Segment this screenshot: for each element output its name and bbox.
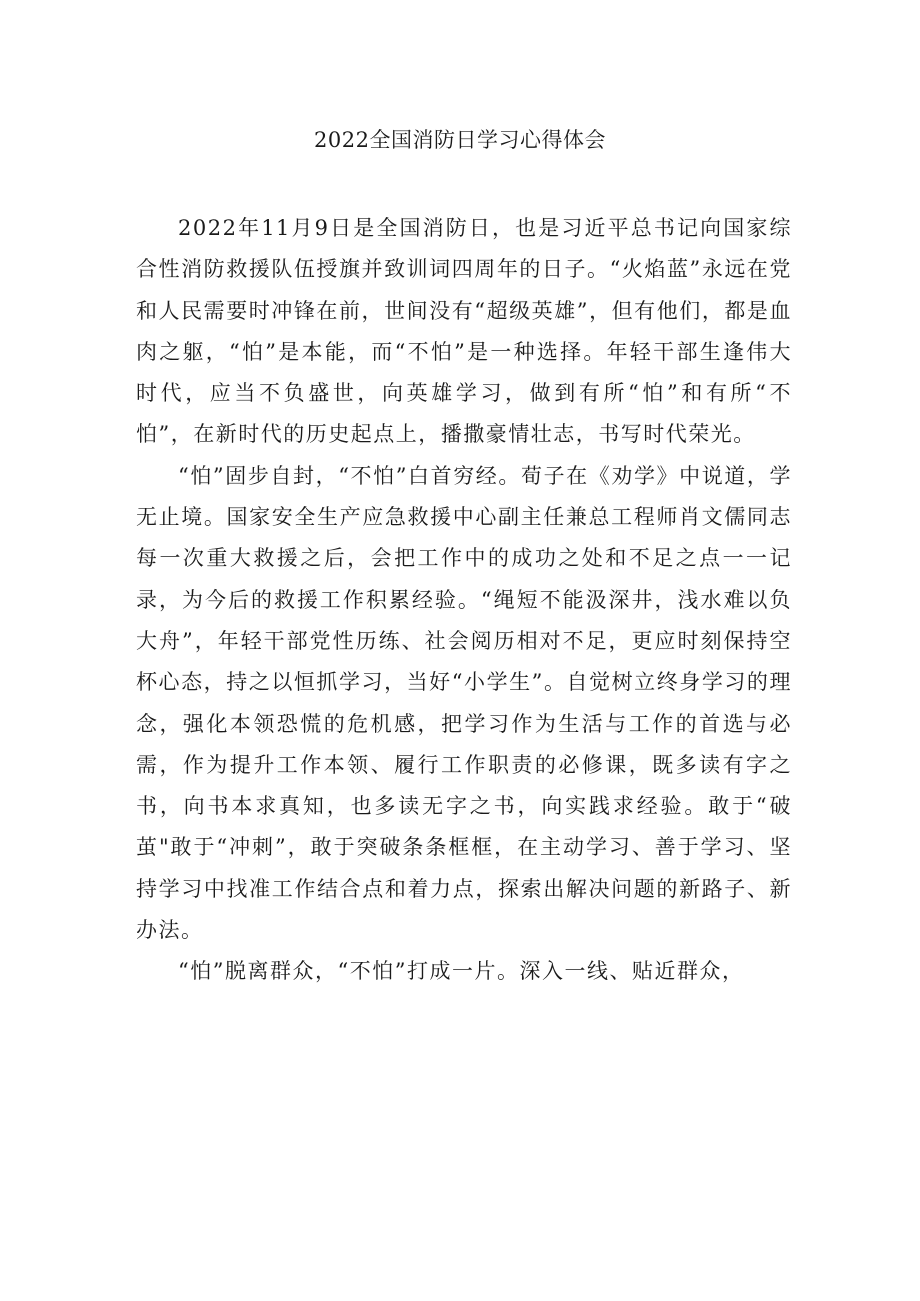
paragraph-fire-day-intro: 2022年11月9日是全国消防日，也是习近平总书记向国家综合性消防救援队伍授旗并致训词四周年的日子。“火焰蓝”永远在党和人民需要时冲锋在前，世间没有“超级英雄”，但有他们，都是血肉之躯，“怕”是本能，而“不怕”是一种选择。年轻干部生逢伟大时代，应当不负盛世，向英雄学习，做到有所“怕”和有所“不怕”，在新时代的历史起点上，播撒豪情壮志，书写时代荣光。 [136,216,792,447]
paragraph-masses: “怕”脱离群众，“不怕”打成一片。深入一线、贴近群众， [178,959,745,984]
document-body [136,208,792,993]
paragraph-learning: “怕”固步自封，“不怕”白首穷经。荀子在《劝学》中说道，学无止境。国家安全生产应急救援中心副主任兼总工程师肖文儒同志每一次重大救援之后，会把工作中的成功之处和不足之点一一记录，为今后的救援工作积累经验。“绳短不能汲深井，浅水难以负大舟”，年轻干部党性历练、社会阅历相对不足，更应时刻保持空杯心态，持之以恒抓学习，当好“小学生”。自觉树立终身学习的理念，强化本领恐慌的危机感，把学习作为生活与工作的首选与必需，作为提升工作本领、履行工作职责的必修课，既多读有字之书，向书本求真知，也多读无字之书，向实践求经验。敢于“破茧"敢于“冲刺”，敢于突破条条框框，在主动学习、善于学习、坚持学习中找准工作结合点和着力点，探索出解决问题的新路子、新办法。 [136,463,792,943]
document-title: 2022全国消防日学习心得体会 [314,128,606,152]
